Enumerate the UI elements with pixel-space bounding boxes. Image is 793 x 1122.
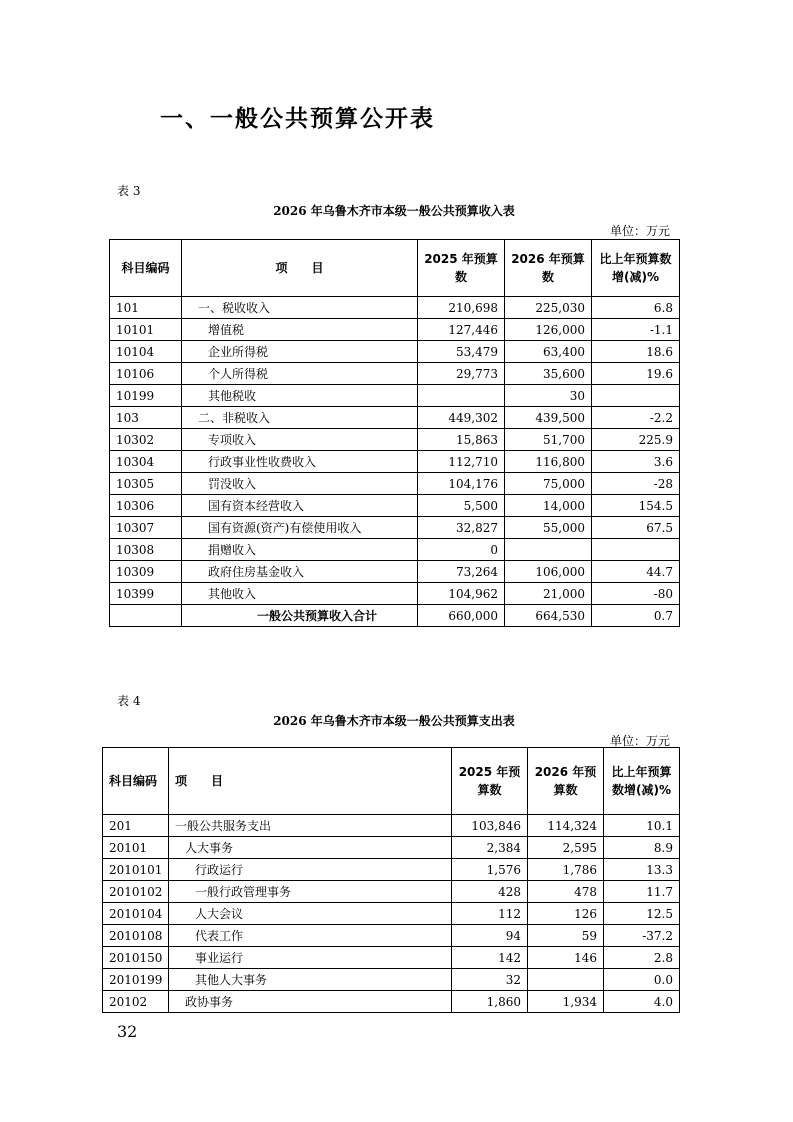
cell-item: 增值税 bbox=[182, 319, 418, 341]
table-row bbox=[103, 903, 680, 925]
table3-title: 2026 年乌鲁木齐市本级一般公共预算收入表 bbox=[273, 204, 515, 218]
cell-item: 政协事务 bbox=[169, 991, 452, 1013]
table-row bbox=[110, 319, 680, 341]
cell-y2026: 116,800 bbox=[505, 451, 592, 473]
cell-y2026: 14,000 bbox=[505, 495, 592, 517]
cell-code: 10399 bbox=[110, 583, 182, 605]
cell-y2026: 1,934 bbox=[528, 991, 604, 1013]
total-row bbox=[110, 605, 680, 627]
cell-code: 2010199 bbox=[103, 969, 169, 991]
cell-y2026: 59 bbox=[528, 925, 604, 947]
cell-change: -37.2 bbox=[604, 925, 680, 947]
cell-item: 个人所得税 bbox=[182, 363, 418, 385]
table-row bbox=[110, 517, 680, 539]
cell-code: 10308 bbox=[110, 539, 182, 561]
cell-code: 2010150 bbox=[103, 947, 169, 969]
cell-code: 10106 bbox=[110, 363, 182, 385]
cell-y2025: 1,860 bbox=[452, 991, 528, 1013]
cell-item: 一般行政管理事务 bbox=[169, 881, 452, 903]
cell-change: 19.6 bbox=[592, 363, 680, 385]
table-row bbox=[103, 969, 680, 991]
cell-change: 0.7 bbox=[592, 605, 680, 627]
cell-item: 一般公共服务支出 bbox=[169, 815, 452, 837]
table-row bbox=[103, 925, 680, 947]
cell-change: 2.8 bbox=[604, 947, 680, 969]
cell-y2026: 21,000 bbox=[505, 583, 592, 605]
cell-code: 20101 bbox=[103, 837, 169, 859]
cell-change: 154.5 bbox=[592, 495, 680, 517]
cell-y2026: 126,000 bbox=[505, 319, 592, 341]
cell-item: 一、税收收入 bbox=[182, 297, 418, 319]
cell-code: 10307 bbox=[110, 517, 182, 539]
table3-unit: 单位：万元 bbox=[609, 224, 670, 238]
cell-y2025: 112,710 bbox=[418, 451, 505, 473]
cell-code: 10306 bbox=[110, 495, 182, 517]
table-row bbox=[110, 451, 680, 473]
cell-code: 10101 bbox=[110, 319, 182, 341]
header-item: 项 目 bbox=[169, 748, 452, 815]
cell-y2026: 2,595 bbox=[528, 837, 604, 859]
cell-change: 44.7 bbox=[592, 561, 680, 583]
revenue-table bbox=[109, 239, 680, 627]
cell-code: 2010101 bbox=[103, 859, 169, 881]
table-row bbox=[110, 473, 680, 495]
cell-change: 6.8 bbox=[592, 297, 680, 319]
table4-title: 2026 年乌鲁木齐市本级一般公共预算支出表 bbox=[273, 714, 515, 728]
cell-code: 2010108 bbox=[103, 925, 169, 947]
header-code: 科目编码 bbox=[110, 240, 182, 297]
cell-y2025: 73,264 bbox=[418, 561, 505, 583]
cell-code: 101 bbox=[110, 297, 182, 319]
cell-y2025: 127,446 bbox=[418, 319, 505, 341]
table-row bbox=[110, 341, 680, 363]
cell-y2026: 51,700 bbox=[505, 429, 592, 451]
cell-code: 2010104 bbox=[103, 903, 169, 925]
table-row bbox=[110, 495, 680, 517]
table-row bbox=[110, 539, 680, 561]
cell-change: 10.1 bbox=[604, 815, 680, 837]
cell-item: 一般公共预算收入合计 bbox=[182, 605, 418, 627]
cell-code: 2010102 bbox=[103, 881, 169, 903]
cell-y2025: 5,500 bbox=[418, 495, 505, 517]
cell-code: 10309 bbox=[110, 561, 182, 583]
cell-y2025: 103,846 bbox=[452, 815, 528, 837]
cell-y2025: 1,576 bbox=[452, 859, 528, 881]
cell-change: 225.9 bbox=[592, 429, 680, 451]
table4-label: 表 4 bbox=[117, 694, 141, 708]
table-row bbox=[110, 297, 680, 319]
expenditure-table bbox=[102, 747, 680, 1013]
header-code: 科目编码 bbox=[103, 748, 169, 815]
cell-change bbox=[592, 539, 680, 561]
cell-change: -2.2 bbox=[592, 407, 680, 429]
cell-item: 二、非税收入 bbox=[182, 407, 418, 429]
table4-unit: 单位：万元 bbox=[609, 734, 670, 748]
header-change: 比上年预算数增(减)% bbox=[592, 240, 680, 297]
header-2025: 2025 年预算数 bbox=[452, 748, 528, 815]
header-change: 比上年预算数增(减)% bbox=[604, 748, 680, 815]
cell-y2026: 225,030 bbox=[505, 297, 592, 319]
cell-y2025: 104,176 bbox=[418, 473, 505, 495]
cell-y2025 bbox=[418, 385, 505, 407]
cell-y2025: 15,863 bbox=[418, 429, 505, 451]
cell-change: 11.7 bbox=[604, 881, 680, 903]
table-row bbox=[103, 815, 680, 837]
cell-item: 国有资本经营收入 bbox=[182, 495, 418, 517]
cell-item: 代表工作 bbox=[169, 925, 452, 947]
cell-item: 行政运行 bbox=[169, 859, 452, 881]
cell-y2025: 449,302 bbox=[418, 407, 505, 429]
cell-change: 4.0 bbox=[604, 991, 680, 1013]
cell-y2026: 1,786 bbox=[528, 859, 604, 881]
cell-item: 事业运行 bbox=[169, 947, 452, 969]
table-row bbox=[110, 429, 680, 451]
cell-change: 3.6 bbox=[592, 451, 680, 473]
cell-change: 0.0 bbox=[604, 969, 680, 991]
table-row bbox=[103, 859, 680, 881]
table-row bbox=[103, 837, 680, 859]
cell-y2026: 114,324 bbox=[528, 815, 604, 837]
cell-item: 捐赠收入 bbox=[182, 539, 418, 561]
header-2025: 2025 年预算数 bbox=[418, 240, 505, 297]
table-row bbox=[103, 947, 680, 969]
cell-y2026: 106,000 bbox=[505, 561, 592, 583]
cell-change: 8.9 bbox=[604, 837, 680, 859]
cell-item: 行政事业性收费收入 bbox=[182, 451, 418, 473]
cell-code: 201 bbox=[103, 815, 169, 837]
cell-change bbox=[592, 385, 680, 407]
cell-y2026: 75,000 bbox=[505, 473, 592, 495]
cell-change: -80 bbox=[592, 583, 680, 605]
cell-y2026: 664,530 bbox=[505, 605, 592, 627]
table-row bbox=[103, 881, 680, 903]
cell-y2025: 428 bbox=[452, 881, 528, 903]
cell-y2025: 112 bbox=[452, 903, 528, 925]
cell-change: -1.1 bbox=[592, 319, 680, 341]
cell-y2026: 63,400 bbox=[505, 341, 592, 363]
cell-code: 10104 bbox=[110, 341, 182, 363]
cell-y2025: 94 bbox=[452, 925, 528, 947]
header-item: 项 目 bbox=[182, 240, 418, 297]
cell-item: 企业所得税 bbox=[182, 341, 418, 363]
cell-y2025: 660,000 bbox=[418, 605, 505, 627]
cell-y2026: 30 bbox=[505, 385, 592, 407]
cell-y2025: 104,962 bbox=[418, 583, 505, 605]
cell-item: 人大事务 bbox=[169, 837, 452, 859]
table-row bbox=[110, 385, 680, 407]
cell-code: 20102 bbox=[103, 991, 169, 1013]
table3-label: 表 3 bbox=[117, 184, 141, 198]
cell-y2025: 32 bbox=[452, 969, 528, 991]
cell-item: 其他税收 bbox=[182, 385, 418, 407]
cell-code: 10305 bbox=[110, 473, 182, 495]
cell-y2026: 55,000 bbox=[505, 517, 592, 539]
cell-y2025: 32,827 bbox=[418, 517, 505, 539]
cell-item: 专项收入 bbox=[182, 429, 418, 451]
table-row bbox=[110, 583, 680, 605]
cell-item: 罚没收入 bbox=[182, 473, 418, 495]
cell-code bbox=[110, 605, 182, 627]
cell-change: 67.5 bbox=[592, 517, 680, 539]
cell-code: 10302 bbox=[110, 429, 182, 451]
cell-change: -28 bbox=[592, 473, 680, 495]
cell-item: 政府住房基金收入 bbox=[182, 561, 418, 583]
header-2026: 2026 年预算数 bbox=[505, 240, 592, 297]
cell-item: 其他人大事务 bbox=[169, 969, 452, 991]
cell-change: 13.3 bbox=[604, 859, 680, 881]
cell-y2026: 478 bbox=[528, 881, 604, 903]
cell-y2025: 53,479 bbox=[418, 341, 505, 363]
cell-change: 18.6 bbox=[592, 341, 680, 363]
cell-code: 103 bbox=[110, 407, 182, 429]
cell-item: 其他收入 bbox=[182, 583, 418, 605]
cell-y2026: 126 bbox=[528, 903, 604, 925]
header-2026: 2026 年预算数 bbox=[528, 748, 604, 815]
cell-code: 10199 bbox=[110, 385, 182, 407]
section-title: 一、一般公共预算公开表 bbox=[160, 106, 435, 132]
cell-item: 国有资源(资产)有偿使用收入 bbox=[182, 517, 418, 539]
cell-y2026: 146 bbox=[528, 947, 604, 969]
cell-y2025: 210,698 bbox=[418, 297, 505, 319]
cell-y2025: 2,384 bbox=[452, 837, 528, 859]
cell-item: 人大会议 bbox=[169, 903, 452, 925]
table-row bbox=[110, 561, 680, 583]
cell-y2025: 0 bbox=[418, 539, 505, 561]
cell-code: 10304 bbox=[110, 451, 182, 473]
page-number: 32 bbox=[117, 1022, 138, 1041]
cell-y2026 bbox=[505, 539, 592, 561]
table-row bbox=[110, 363, 680, 385]
table-row bbox=[103, 991, 680, 1013]
table-row bbox=[110, 407, 680, 429]
cell-y2026 bbox=[528, 969, 604, 991]
cell-y2025: 29,773 bbox=[418, 363, 505, 385]
cell-y2026: 439,500 bbox=[505, 407, 592, 429]
cell-y2026: 35,600 bbox=[505, 363, 592, 385]
cell-y2025: 142 bbox=[452, 947, 528, 969]
cell-change: 12.5 bbox=[604, 903, 680, 925]
